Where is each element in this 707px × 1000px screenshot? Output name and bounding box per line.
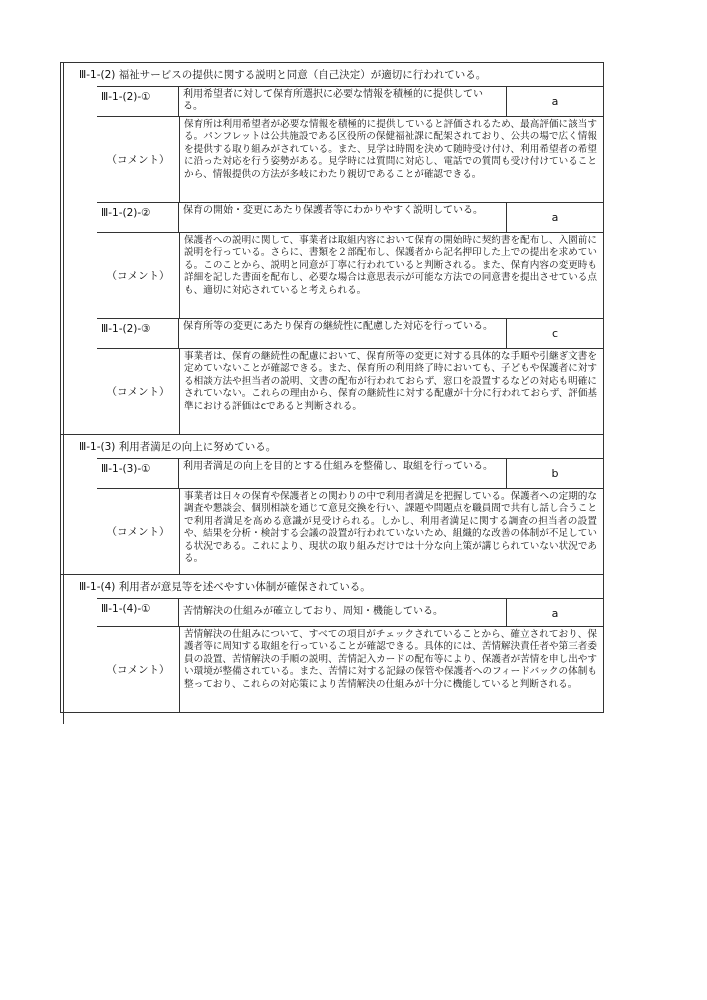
- item-title: 苦情解決の仕組みが確立しており、周知・機能している。: [179, 599, 507, 626]
- item-row: [97, 599, 603, 627]
- comment-label: （コメント）: [97, 349, 180, 434]
- comment-text: 事業者は日々の保育や保護者との関わりの中で利用者満足を把握している。保護者への定期的な調査や懇談会、個別相談を通じて意見交換を行い、課題や問題点を職員間で共有し話し合うことで利用者満足を高める意識が見受けられる。しかし、利用者満足に関する調査の担当者の設置や、結果を分析・検討する会議の設置が行われていないため、組織的な改善の体制が不足している状況である。これにより、現状の取り組みだけでは十分な向上策が講じられていない状況である。: [184, 491, 597, 565]
- comment-label: （コメント）: [97, 233, 180, 318]
- item-grade: c: [551, 327, 559, 340]
- item-row: [97, 87, 603, 117]
- item-title: 利用希望者に対して保育所選択に必要な情報を積極的に提供している。: [179, 87, 507, 116]
- item-grade: b: [551, 467, 559, 480]
- evaluation-document: [60, 62, 604, 713]
- comment-row: [97, 489, 603, 574]
- comment-row: [97, 117, 603, 203]
- item-number: Ⅲ-1-(2)-③: [97, 319, 179, 348]
- item-grade: a: [551, 95, 559, 108]
- item-table: [97, 458, 603, 574]
- comment-text: 事業者は、保育の継続性の配慮において、保育所等の変更に対する具体的な手順や引継ぎ文書を定めていないことが確認できる。また、保育所の利用終了時においても、子どもや保護者に対する相談方法や担当者の説明、文書の配布が行われておらず、窓口を設置するなどの対応も明確にされていない。これらの理由から、保育の継続性に対する配慮が十分に行われておらず、評価基準における評価はcであると判断される。: [184, 351, 597, 412]
- section-3-1-3: [60, 434, 604, 574]
- item-number: Ⅲ-1-(2)-②: [97, 203, 179, 232]
- comment-label: （コメント）: [97, 627, 180, 712]
- item-title: 保育所等の変更にあたり保育の継続性に配慮した対応を行っている。: [179, 319, 507, 348]
- item-title: 利用者満足の向上を目的とする仕組みを整備し、取組を行っている。: [179, 459, 507, 488]
- item-number: Ⅲ-1-(2)-①: [97, 87, 179, 116]
- comment-text: 保育所は利用希望者が必要な情報を積極的に提供していると評価されるため、最高評価に該当する。パンフレットは公共施設である区役所の保健福祉課に配架されており、公共の場で広く情報を提供する取り組みがされている。また、見学は時間を決めて随時受け付け、利用希望者の希望に沿った対応を行う姿勢がある。見学時には質問に対応し、電話での質問も受け付けていることから、情報提供の方法が多岐にわたり親切であることが確認できる。: [184, 119, 597, 180]
- comment-row: [97, 349, 603, 434]
- item-table: [97, 598, 603, 712]
- comment-row: [97, 233, 603, 319]
- item-row: [97, 459, 603, 489]
- comment-label: （コメント）: [97, 117, 180, 202]
- item-number: Ⅲ-1-(4)-①: [97, 599, 179, 626]
- section-3-1-2: [60, 62, 604, 434]
- section-heading: Ⅲ-1-(2) 福祉サービスの提供に関する説明と同意（自己決定）が適切に行われている。: [79, 69, 487, 81]
- comment-label: （コメント）: [97, 489, 180, 574]
- section-heading: Ⅲ-1-(3) 利用者満足の向上に努めている。: [79, 441, 277, 453]
- item-title: 保育の開始・変更にあたり保護者等にわかりやすく説明している。: [179, 203, 507, 232]
- section-heading: Ⅲ-1-(4) 利用者が意見等を述べやすい体制が確保されている。: [79, 581, 371, 593]
- comment-row: [97, 627, 603, 712]
- section-3-1-4: [60, 574, 604, 713]
- item-row: [97, 203, 603, 233]
- comment-text: 保護者への説明に関して、事業者は取組内容において保育の開始時に契約書を配布し、入園前に説明を行っている。さらに、書類を２部配布し、保護者から記名押印した上での提出を求めている。このことから、説明と同意が丁寧に行われていると判断される。また、保育内容の変更時も詳細を記した書面を配布し、必要な場合は意思表示が可能な方法での同意書を提出させている点も、適切に対応されていると考えられる。: [184, 235, 597, 296]
- item-table: [97, 86, 603, 434]
- item-grade: a: [551, 211, 559, 224]
- item-number: Ⅲ-1-(3)-①: [97, 459, 179, 488]
- comment-text: 苦情解決の仕組みについて、すべての項目がチェックされていることから、確立されており、保護者等に周知する取組を行っていることが確認できる。具体的には、苦情解決責任者や第三者委員の設置、苦情解決の手順の説明、苦情記入カードの配布等により、保護者が苦情を申し出やすい環境が整備されている。また、苦情に対する記録の保管や保護者へのフィードバックの体制も整っており、これらの対応策により苦情解決の仕組みが十分に機能していると判断される。: [184, 629, 597, 690]
- item-row: [97, 319, 603, 349]
- item-grade: a: [551, 607, 559, 620]
